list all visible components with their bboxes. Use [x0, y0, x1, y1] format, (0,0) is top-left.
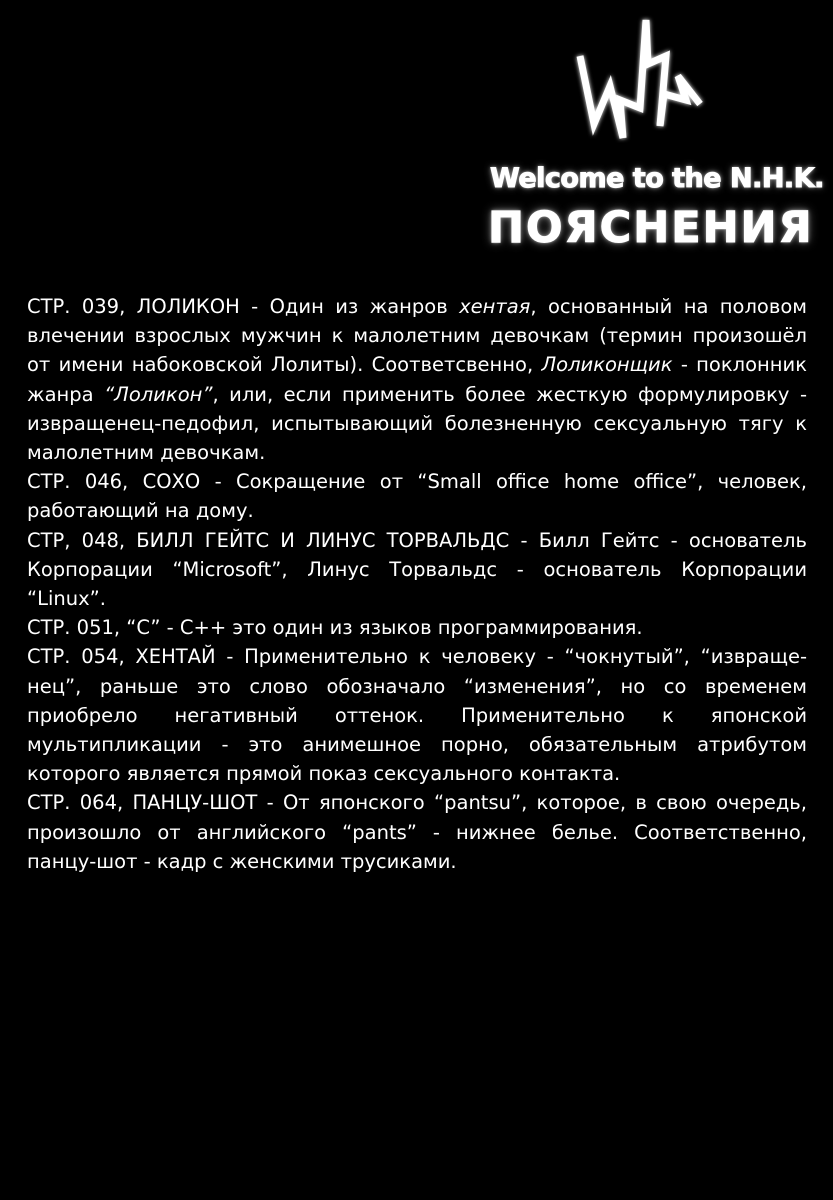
notes-list	[27, 292, 807, 876]
note-item	[27, 526, 807, 614]
note-text: - Сокращение от “Small office home office”, человек, работающий на дому.	[27, 470, 807, 523]
note-item	[27, 292, 807, 467]
note-ref: СТР. 039, ЛОЛИКОН	[27, 295, 240, 318]
note-ref: СТР, 048, БИЛЛ ГЕЙТС И ЛИНУС ТОРВАЛЬДС	[27, 528, 510, 552]
note-item	[27, 642, 807, 788]
note-ref: СТР. 046, СОХО	[27, 470, 201, 494]
note-ref: СТР. 051, “C”	[27, 616, 161, 640]
note-emphasis: хентая	[459, 295, 531, 318]
note-text: , основанный на половом влечении взрослых мужчин к малолетним девочкам (термин произошёл от имени набоковской Лолиты). Соответсвенно,	[27, 295, 807, 377]
note-emphasis: Лоликонщик	[541, 353, 673, 377]
note-ref: СТР. 054, ХЕНТАЙ	[27, 645, 216, 669]
note-item	[27, 467, 807, 525]
note-text: - Билл Гейтс - основатель Корпорации “Microsoft”, Линус Торвальдс - основатель Корпорации “Linux”.	[27, 528, 807, 611]
note-text: - Один из жанров	[239, 295, 460, 318]
note-ref: СТР. 064, ПАНЦУ-ШОТ	[27, 791, 258, 815]
welcome-to-nhk-title: Welcome to the N.H.K.	[490, 163, 824, 194]
nhk-lightning-logo-icon	[568, 8, 708, 163]
note-item	[27, 613, 807, 642]
note-emphasis: “Лоликон”	[104, 382, 213, 406]
note-text: - От японского “pantsu”, которое, в свою очередь, произошло от английского “pants” - нижнее белье. Соответственно, панцу-шот - кадр с женскими трусиками.	[27, 791, 807, 873]
note-text: - поклонник жанра	[27, 353, 807, 406]
note-text: , или, если применить более жесткую формулировку - извращенец-педофил, испытывающий болезненную сексуальную тягу к малолетним девочкам.	[27, 382, 807, 465]
note-text: - Применительно к человеку - “чокнутый”, “извраще-нец”, раньше это слово обозначало “изменения”, но со временем приобрело негативный оттенок. Применительно к японской мультипликации - это анимешное порно, обязательным атрибутом которого является прямой показ сексуального контакта.	[27, 645, 807, 786]
note-text: - С++ это один из языков программирования.	[160, 616, 643, 640]
note-item	[27, 788, 807, 876]
page-title: ПОЯСНЕНИЯ	[488, 203, 814, 253]
